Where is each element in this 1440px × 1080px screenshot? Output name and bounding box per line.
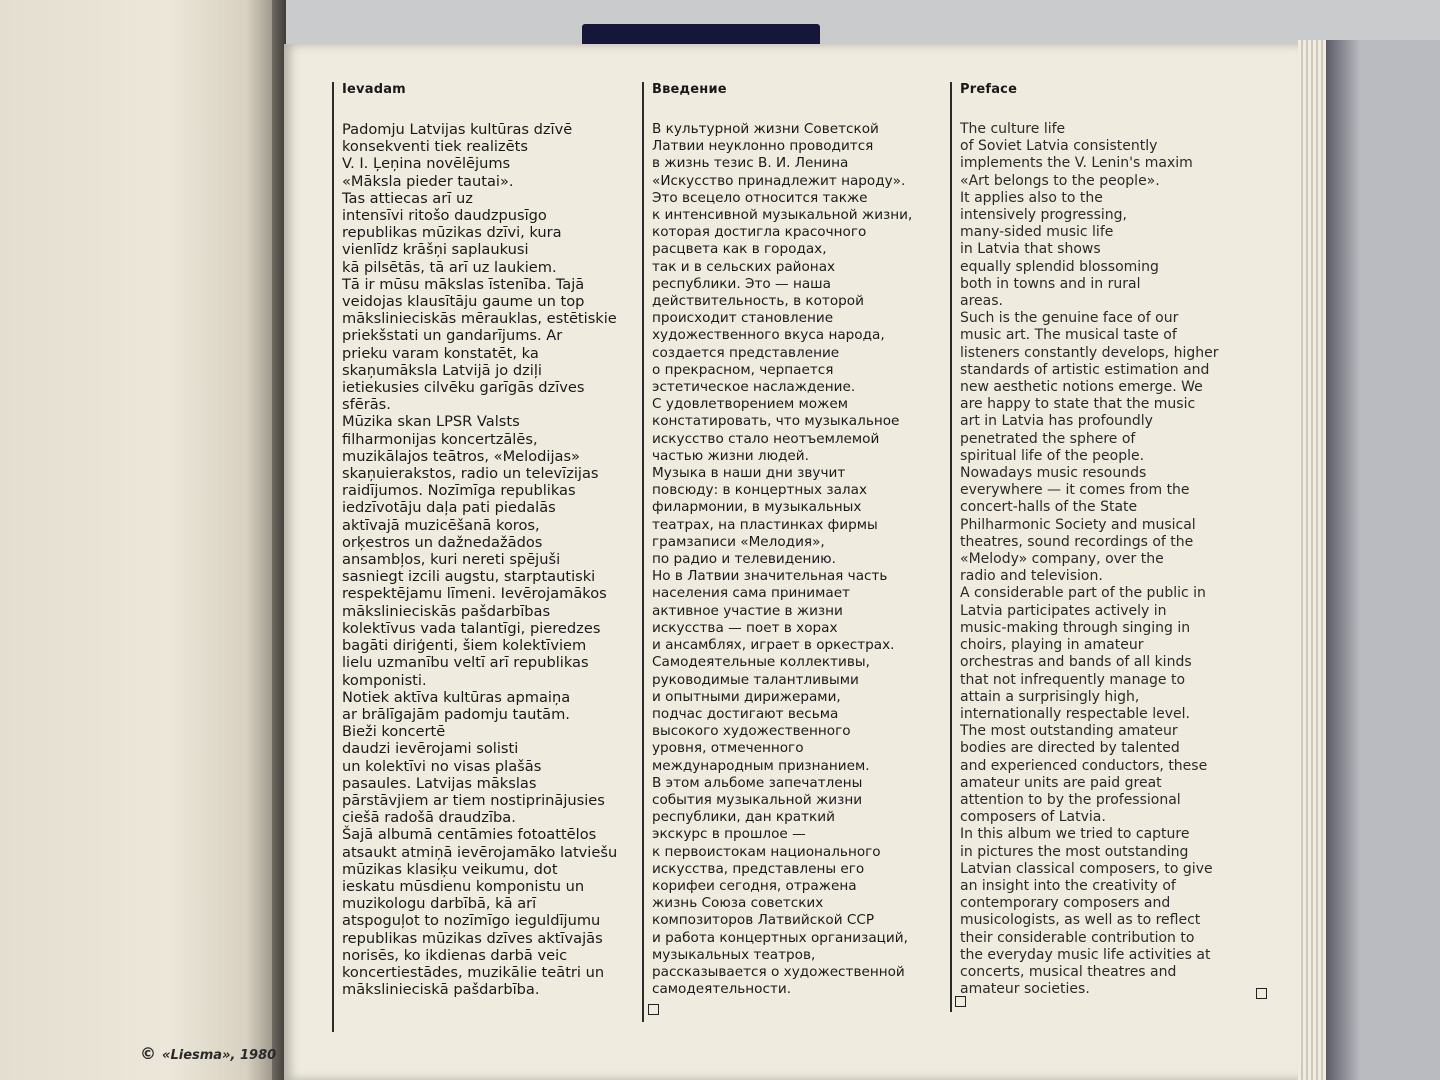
- latvian-text: Padomju Latvijas kultūras dzīvē konsekventi tiek realizēts V. I. Ļeņina novēlējums «Māksla pieder tautai». Tas attiecas arī uz intensīvi ritošo daudzpusīgo republikas mūzikas dzīvi, kura vienlīdz krāšņi saplaukusi kā pilsētās, tā arī uz laukiem. Tā ir mūsu mākslas īstenība. Tajā veidojas klausītāju gaume un top mākslinieciskās mērauklas, estētiskie priekšstati un gandarījums. Ar prieku varam konstatēt, ka skaņumāksla Latvijā jo dziļi ietiekusies cilvēku garīgās dzīves sfērās. Mūzika skan LPSR Valsts filharmonijas koncertzālēs, muzikālajos teātros, «Melodijas» skaņuierakstos, radio un televīzijas raidījumos. Nozīmīga republikas iedzīvotāju daļa pati piedalās aktīvajā muzicēšanā koros, orķestros un dažnedažādos ansambļos, kuri nereti spējuši sasniegt izcili augstu, starptautiski respektējamu līmeni. Ievērojamākos mākslinieciskās pašdarbības kolektīvus vada talantīgi, pieredzes bagāti diriģenti, šiem kolektīviem lielu uzmanību veltī arī republikas komponisti. Notiek aktīva kultūras apmaiņa ar brālīgajām padomju tautām. Bieži koncertē daudzi ievērojami solisti un kolektīvi no visas plašās pasaules. Latvijas mākslas pārstāvjiem ar tiem nostiprinājusies ciešā radošā draudzība. Šajā albumā centāmies fotoattēlos atsaukt atmiņā ievērojamāko latviešu mūzikas klasiķu veikumu, dot ieskatu mūsdienu komponistu un muzikologu darbībā, kā arī atspoguļot to nozīmīgo ieguldījumu republikas mūzikas dzīves aktīvajās norisēs, ko ikdienas darbā veic koncertiestādes, muzikālie teātri un mākslinieciskā pašdarbība.: [342, 121, 618, 999]
- page-edges: [1298, 40, 1328, 1080]
- english-title: Preface: [960, 82, 1018, 97]
- english-column: [950, 82, 1270, 1012]
- copyright-icon: ©: [140, 1044, 156, 1063]
- russian-title: Введение: [652, 82, 727, 97]
- russian-column: [642, 82, 958, 1022]
- latvian-title: Ievadam: [342, 82, 406, 97]
- end-square-icon: [648, 1004, 659, 1015]
- english-text: The culture life of Soviet Latvia consistently implements the V. Lenin's maxim «Art belongs to the people». It applies also to the intensively progressing, many-sided music life in Latvia that shows equally splendid blossoming both in towns and in rural areas. Such is the genuine face of our music art. The musical taste of listeners constantly develops, higher standards of artistic estimation and new aesthetic notions emerge. We are happy to state that the music art in Latvia has profoundly penetrated the sphere of spiritual life of the people. Nowadays music resounds everywhere — it comes from the concert-halls of the State Philharmonic Society and musical theatres, sound recordings of the «Melody» company, over the radio and television. A considerable part of the public in Latvia participates actively in music-making through singing in choirs, playing in amateur orchestras and bands of all kinds that not infrequently manage to attain a surprisingly high, internationally respectable level. The most outstanding amateur bodies are directed by talented and experienced conductors, these amateur units are paid great attention to by the professional composers of Latvia. In this album we tried to capture in pictures the most outstanding Latvian classical composers, to give an insight into the creativity of contemporary composers and musicologists, as well as to reflect their considerable contribution to the everyday music life activities at concerts, musical theatres and amateur societies.: [960, 121, 1219, 998]
- copyright-line: [140, 1044, 276, 1063]
- end-square-icon: [955, 996, 966, 1007]
- russian-text: В культурной жизни Советской Латвии неуклонно проводится в жизнь тезис В. И. Ленина «Искусство принадлежит народу». Это всецело относится также к интенсивной музыкальной жизни, которая достигла красочного расцвета как в городах, так и в сельских районах республики. Это — наша действительность, в которой происходит становление художественного вкуса народа, создается представление о прекрасном, черпается эстетическое наслаждение. С удовлетворением можем констатировать, что музыкальное искусство стало неотъемлемой частью жизни людей. Музыка в наши дни звучит повсюду: в концертных залах филармонии, в музыкальных театрах, на пластинках фирмы грамзаписи «Мелодия», по радио и телевидению. Но в Латвии значительная часть населения сама принимает активное участие в жизни искусства — поет в хорах и ансамблях, играет в оркестрах. Самодеятельные коллективы, руководимые талантливыми и опытными дирижерами, подчас достигают весьма высокого художественного уровня, отмеченного международным признанием. В этом альбоме запечатлены события музыкальной жизни республики, дан краткий экскурс в прошлое — к первоистокам национального искусства, представлены его корифеи сегодня, отражена жизнь Союза советских композиторов Латвийской ССР и работа концертных организаций, музыкальных театров, рассказывается о художественной самодеятельности.: [652, 121, 913, 998]
- end-square-icon: [1256, 988, 1267, 999]
- copyright-text: «Liesma», 1980: [162, 1048, 277, 1063]
- cover-edge: [1326, 40, 1440, 1080]
- latvian-column: [332, 82, 644, 1032]
- left-page: [0, 0, 280, 1080]
